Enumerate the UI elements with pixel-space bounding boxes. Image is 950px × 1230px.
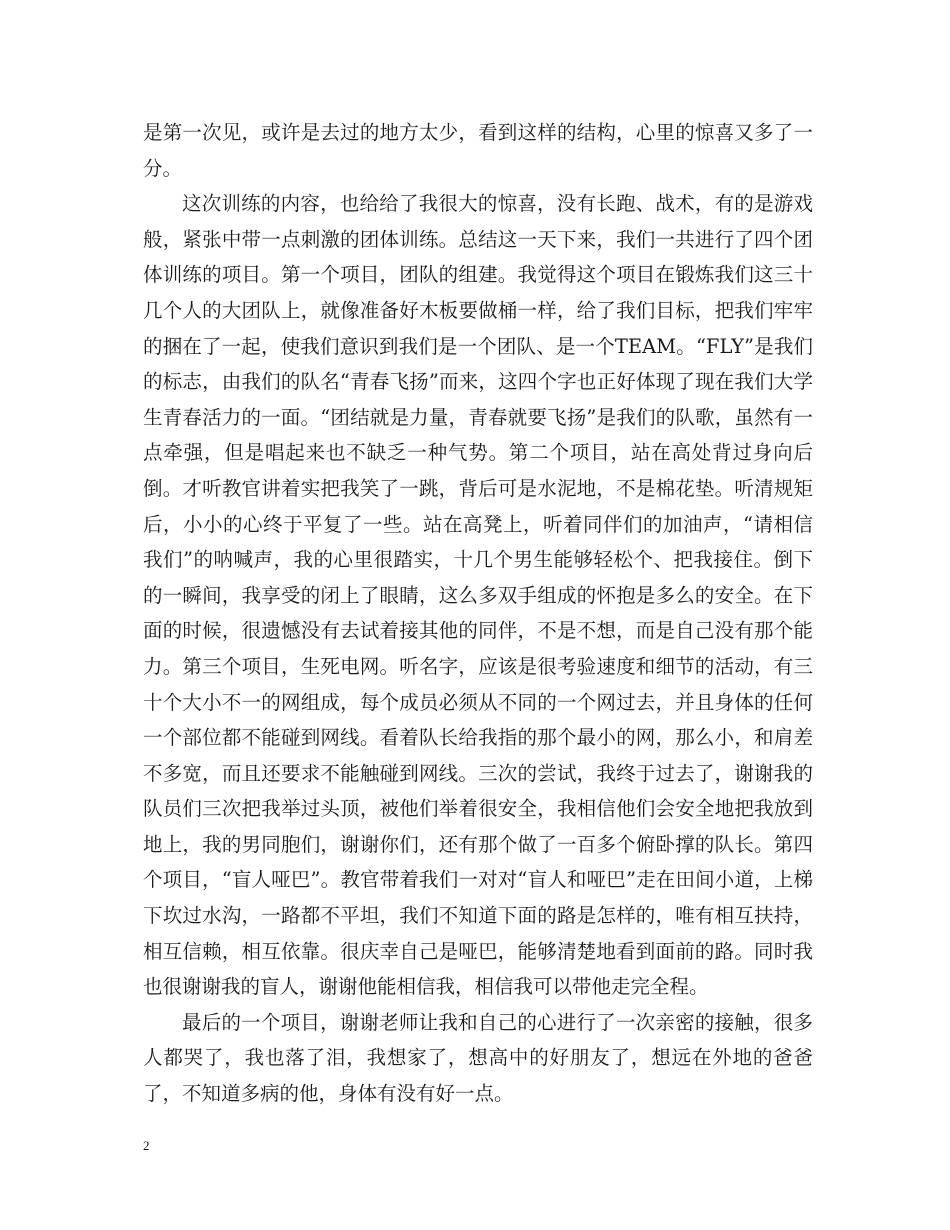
paragraph-2: 这次训练的内容，也给给了我很大的惊喜，没有长跑、战术，有的是游戏般，紧张中带一点刺激的团体训练。总结这一天下来，我们一共进行了四个团体训练的项目。第一个项目，团队的组建。我觉得这个项目在锻炼我们这三十几个人的大团队上，就像准备好木板要做桶一样，给了我们目标，把我们牢牢的捆在了一起，使我们意识到我们是一个团队、是一个TEAM。“FLY”是我们的标志，由我们的队名“青春飞扬”而来，这四个字也正好体现了现在我们大学生青春活力的一面。“团结就是力量，青春就要飞扬”是我们的队歌，虽然有一点牵强，但是唱起来也不缺乏一种气势。第二个项目，站在高处背过身向后倒。才听教官讲着实把我笑了一跳，背后可是水泥地，不是棉花垫。听清规矩后，小小的心终于平复了一些。站在高凳上，听着同伴们的加油声，“请相信我们”的呐喊声，我的心里很踏实，十几个男生能够轻松个、把我接住。倒下的一瞬间，我享受的闭上了眼睛，这么多双手组成的怀抱是多么的安全。在下面的时候，很遗憾没有去试着接其他的同伴，不是不想，而是自己没有那个能力。第三个项目，生死电网。听名字，应该是很考验速度和细节的活动，有三十个大小不一的网组成，每个成员必须从不同的一个网过去，并且身体的任何一个部位都不能碰到网线。看着队长给我指的那个最小的网，那么小，和肩差不多宽，而且还要求不能触碰到网线。三次的尝试，我终于过去了，谢谢我的队员们三次把我举过头顶，被他们举着很安全，我相信他们会安全地把我放到地上，我的男同胞们，谢谢你们，还有那个做了一百多个俯卧撑的队长。第四个项目，“盲人哑巴”。教官带着我们一对对“盲人和哑巴”走在田间小道，上梯下坎过水沟，一路都不平坦，我们不知道下面的路是怎样的，唯有相互扶持，相互信赖，相互依靠。很庆幸自己是哑巴，能够清楚地看到面前的路。同时我也很谢谢我的盲人，谢谢他能相信我，相信我可以带他走完全程。	[143, 192, 813, 999]
paragraph-3: 最后的一个项目，谢谢老师让我和自己的心进行了一次亲密的接触，很多人都哭了，我也落了泪，我想家了，想高中的好朋友了，想远在外地的爸爸了，不知道多病的他，身体有没有好一点。	[143, 1010, 813, 1106]
body-text	[143, 115, 813, 1112]
page-number: 2	[143, 1138, 150, 1153]
paragraph-1: 是第一次见，或许是去过的地方太少，看到这样的结构，心里的惊喜又多了一分。	[143, 121, 813, 180]
